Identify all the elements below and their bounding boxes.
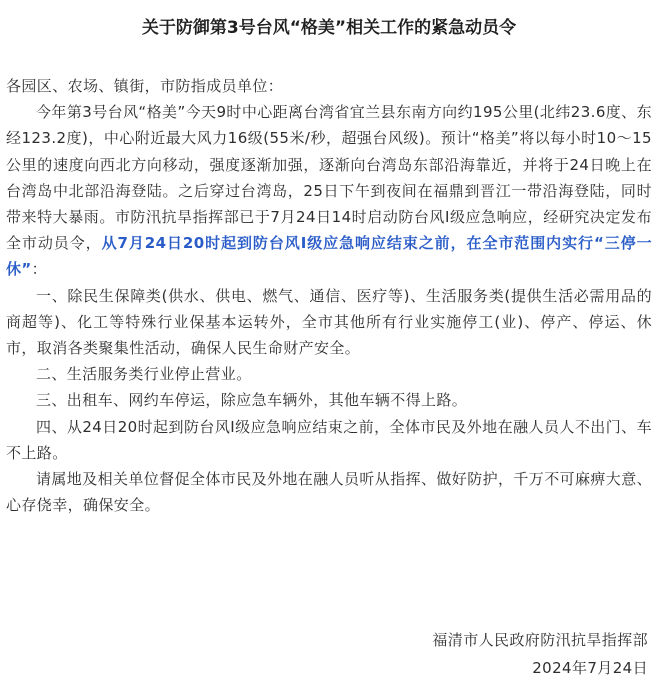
closing-paragraph: 请属地及相关单位督促全体市民及外地在融人员听从指挥、做好防护，千万不可麻痹大意、心存侥幸，确保安全。	[6, 470, 653, 515]
list-item-2: 二、生活服务类行业停止营业。	[36, 365, 252, 384]
intro-paragraph	[6, 99, 652, 282]
list-item-4: 四、从24日20时起到防台风Ⅰ级应急响应结束之前，全体市民及外地在融人员人不出门、车不上路。	[6, 417, 652, 462]
list-item-1: 一、除民生保障类(供水、供电、燃气、通信、医疗等)、生活服务类(提供生活必需用品的商超等)、化工等特殊行业保基本运转外，全市其他所有行业实施停工(业)、停产、停运、休市，取消各类聚集性活动，确保人民生命财产安全。	[6, 286, 652, 358]
signature-organization: 福清市人民政府防汛抗旱指挥部	[432, 631, 648, 649]
intro-text: 今年第3号台风“格美”今天9时中心距离台湾省宜兰县东南方向约195公里(北纬23.6度、东经123.2度)，中心附近最大风力16级(55米/秒，超强台风级)。预计“格美”将以每小时10～15公里的速度向西北方向移动，强度逐渐加强，逐渐向台湾岛东部沿海靠近，并将于24日晚上在台湾岛中北部沿海登陆。之后穿过台湾岛，25日下午到夜间在福鼎到晋江一带沿海登陆，同时带来特大暴雨。市防汛抗旱指挥部已于7月24日14时启动防台风Ⅰ级应急响应，经研究决定发布全市动员令，	[6, 103, 652, 253]
highlighted-directive: 从7月24日20时起到防台风Ⅰ级应急响应结束之前，在全市范围内实行“三停一休”	[6, 234, 652, 279]
document-body	[6, 73, 652, 518]
document-title: 关于防御第3号台风“格美”相关工作的紧急动员令	[141, 18, 517, 38]
intro-end: ：	[31, 260, 48, 279]
signature-date: 2024年7月24日	[532, 659, 648, 677]
list-item-3: 三、出租车、网约车停运，除应急车辆外，其他车辆不得上路。	[36, 391, 468, 410]
salutation: 各园区、农场、镇街，市防指成员单位：	[6, 77, 284, 95]
